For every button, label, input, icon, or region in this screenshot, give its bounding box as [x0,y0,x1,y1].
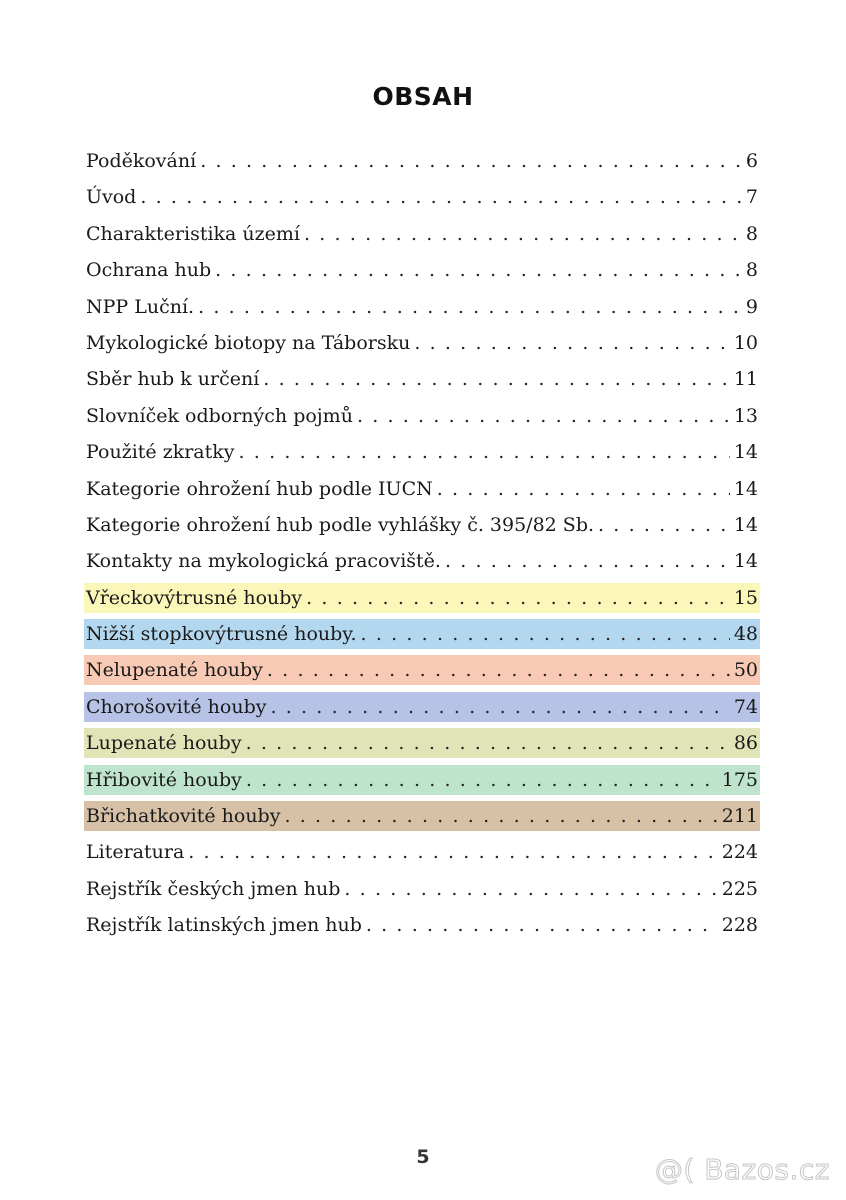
toc-entry-page: 7 [745,186,758,209]
toc-entry[interactable] [84,837,760,867]
toc-entry[interactable] [84,401,760,431]
toc-entry[interactable] [84,510,760,540]
page-number: 5 [416,1146,430,1168]
page-title: OBSAH [372,82,474,111]
dot-leader [267,655,730,685]
toc-entry-page: 8 [745,259,758,282]
toc-entry-label: Použité zkratky [86,441,235,464]
toc-entry[interactable] [84,583,760,613]
toc-entry-page: 14 [733,477,758,500]
dot-leader [437,474,730,504]
dot-leader [414,328,729,358]
toc-entry-label: Mykologické biotopy na Táborsku [86,331,411,354]
toc-entry-label: Rejstřík latinských jmen hub [86,914,362,937]
toc-entry-page: 9 [745,295,758,318]
toc-entry[interactable] [84,546,760,576]
toc-entry[interactable] [84,801,760,831]
toc-entry[interactable] [84,692,760,722]
dot-leader [344,874,717,904]
toc-entry[interactable] [84,910,760,940]
dot-leader [200,146,742,176]
toc-entry-page: 228 [721,914,758,937]
toc-entry-label: Literatura [86,841,185,864]
dot-leader [598,510,730,540]
toc-entry-label: Lupenaté houby [86,732,242,755]
toc-entry-page: 11 [733,368,758,391]
toc-entry-label: Kategorie ohrožení hub podle vyhlášky č. 395/82 Sb. [86,513,595,536]
toc-entry[interactable] [84,437,760,467]
dot-leader [215,255,742,285]
toc-entry-label: Rejstřík českých jmen hub [86,877,341,900]
toc-entry-page: 86 [733,732,758,755]
toc-entry-page: 14 [733,441,758,464]
toc-entry-page: 6 [745,150,758,172]
toc-entry[interactable] [84,182,760,212]
toc-entry-page: 10 [733,331,758,354]
toc-entry[interactable] [84,765,760,795]
dot-leader [246,765,718,795]
toc-entry-page: 14 [733,550,758,573]
dot-leader [304,219,742,249]
toc-entry-label: Chorošovité houby [86,695,267,718]
dot-leader [357,401,730,431]
toc-entry[interactable] [84,474,760,504]
dot-leader [270,692,729,722]
toc-entry-label: Kontakty na mykologická pracoviště. [86,550,441,573]
toc-entry[interactable] [84,328,760,358]
dot-leader [263,364,730,394]
toc-entry-label: Sběr hub k určení [86,368,260,391]
toc-entry[interactable] [84,874,760,904]
toc-entry-label: Břichatkovité houby [86,805,281,828]
toc-entry-label: Charakteristika území [86,222,300,245]
toc-entry[interactable] [84,219,760,249]
toc-entry-page: 225 [721,877,758,900]
dot-leader [140,182,742,212]
toc-entry-label: Nižší stopkovýtrusné houby. [86,623,357,646]
dot-leader [246,728,730,758]
toc-entry-page: 175 [721,768,758,791]
toc-entry-page: 8 [745,222,758,245]
dot-leader [239,437,730,467]
dot-leader [188,837,717,867]
toc-entry-page: 15 [733,586,758,609]
toc-entry-label: Kategorie ohrožení hub podle IUCN [86,477,433,500]
toc-entry-label: Slovníček odborných pojmů [86,404,353,427]
toc-entry-page: 13 [733,404,758,427]
toc-entry-page: 50 [733,659,758,682]
toc-entry[interactable] [84,255,760,285]
dot-leader [361,619,730,649]
dot-leader [198,292,742,322]
table-of-contents [84,146,760,947]
dot-leader [366,910,718,940]
toc-entry-label: Úvod [86,186,137,209]
toc-entry[interactable] [84,619,760,649]
toc-entry-label: Vřeckovýtrusné houby [86,586,303,609]
toc-entry-page: 48 [733,623,758,646]
toc-entry-label: Ochrana hub [86,259,212,282]
toc-entry-label: NPP Luční. [86,295,195,318]
toc-entry-page: 14 [733,513,758,536]
toc-entry-page: 211 [721,805,758,828]
toc-entry-page: 74 [733,695,758,718]
dot-leader [306,583,730,613]
dot-leader [445,546,730,576]
toc-entry[interactable] [84,655,760,685]
toc-entry[interactable] [84,292,760,322]
toc-entry-page: 224 [721,841,758,864]
toc-entry[interactable] [84,146,760,176]
toc-entry-label: Nelupenaté houby [86,659,263,682]
toc-entry[interactable] [84,364,760,394]
dot-leader [284,801,717,831]
toc-entry-label: Poděkování [86,150,197,172]
toc-entry-label: Hřibovité houby [86,768,242,791]
toc-entry[interactable] [84,728,760,758]
watermark-logo: @( Bazos.cz [654,1153,830,1186]
